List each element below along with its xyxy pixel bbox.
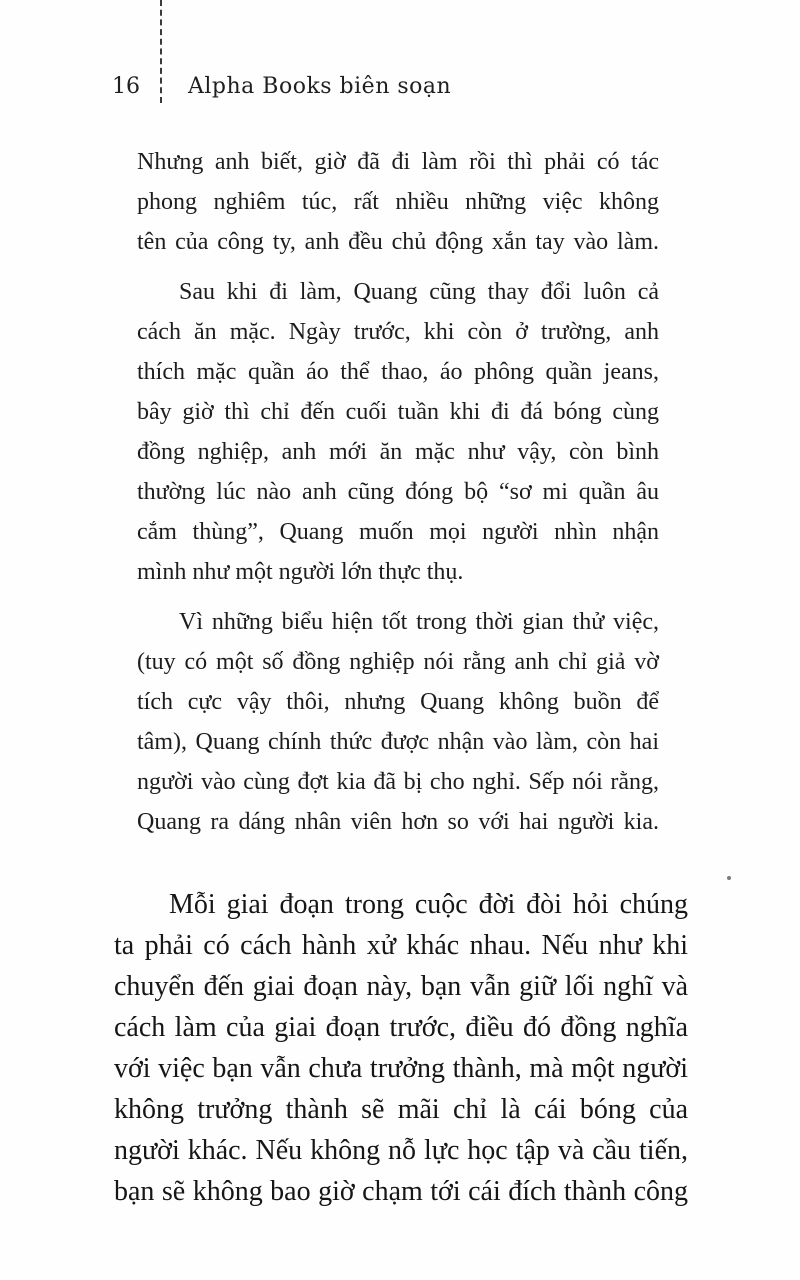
text-line: ta phải có cách hành xử khác nhau. Nếu như khi [114,930,688,961]
text-line: cắm thùng”, Quang muốn mọi người nhìn nhận [137,519,659,545]
page-number: 16 [112,74,140,99]
excerpt-section [137,142,659,842]
text-line: tâm), Quang chính thức được nhận vào làm, còn hai [137,729,659,755]
text-line: bây giờ thì chỉ đến cuối tuần khi đi đá bóng cùng [137,399,659,425]
text-line: bạn sẽ không bao giờ chạm tới cái đích thành công [114,1176,688,1207]
text-line: phong nghiêm túc, rất nhiều những việc không [137,189,659,215]
paragraph [137,602,659,842]
header-divider-dashed-line [160,0,162,103]
text-line: thường lúc nào anh cũng đóng bộ “sơ mi quần âu [137,479,659,505]
text-line: Quang ra dáng nhân viên hơn so với hai người kia. [137,809,659,835]
text-line: cách ăn mặc. Ngày trước, khi còn ở trường, anh [137,319,659,345]
text-line: chuyển đến giai đoạn này, bạn vẫn giữ lối nghĩ và [114,971,688,1002]
paragraph [137,142,659,262]
paragraph [114,884,688,1212]
paragraph [137,272,659,592]
text-line: không trưởng thành sẽ mãi chỉ là cái bóng của [114,1094,688,1125]
text-line: tích cực vậy thôi, nhưng Quang không buồn để [137,689,659,715]
text-line: người vào cùng đợt kia đã bị cho nghỉ. Sếp nói rằng, [137,769,659,795]
ink-speck [727,876,731,880]
text-line: Mỗi giai đoạn trong cuộc đời đòi hỏi chúng [169,889,688,920]
text-line: người khác. Nếu không nỗ lực học tập và cầu tiến, [114,1135,688,1166]
text-line: (tuy có một số đồng nghiệp nói rằng anh chỉ giả vờ [137,649,659,675]
text-line: Vì những biểu hiện tốt trong thời gian thử việc, [179,609,659,635]
text-line: mình như một người lớn thực thụ. [137,559,464,585]
text-line: cách làm của giai đoạn trước, điều đó đồng nghĩa [114,1012,688,1043]
text-line: Sau khi đi làm, Quang cũng thay đổi luôn cả [179,279,659,305]
text-line: Nhưng anh biết, giờ đã đi làm rồi thì phải có tác [137,149,659,175]
text-line: với việc bạn vẫn chưa trưởng thành, mà một người [114,1053,688,1084]
main-paragraph-section [114,884,688,1212]
text-line: đồng nghiệp, anh mới ăn mặc như vậy, còn bình [137,439,659,465]
text-line: thích mặc quần áo thể thao, áo phông quần jeans, [137,359,659,385]
text-line: tên của công ty, anh đều chủ động xắn tay vào làm. [137,229,659,255]
running-header-title: Alpha Books biên soạn [188,74,452,99]
